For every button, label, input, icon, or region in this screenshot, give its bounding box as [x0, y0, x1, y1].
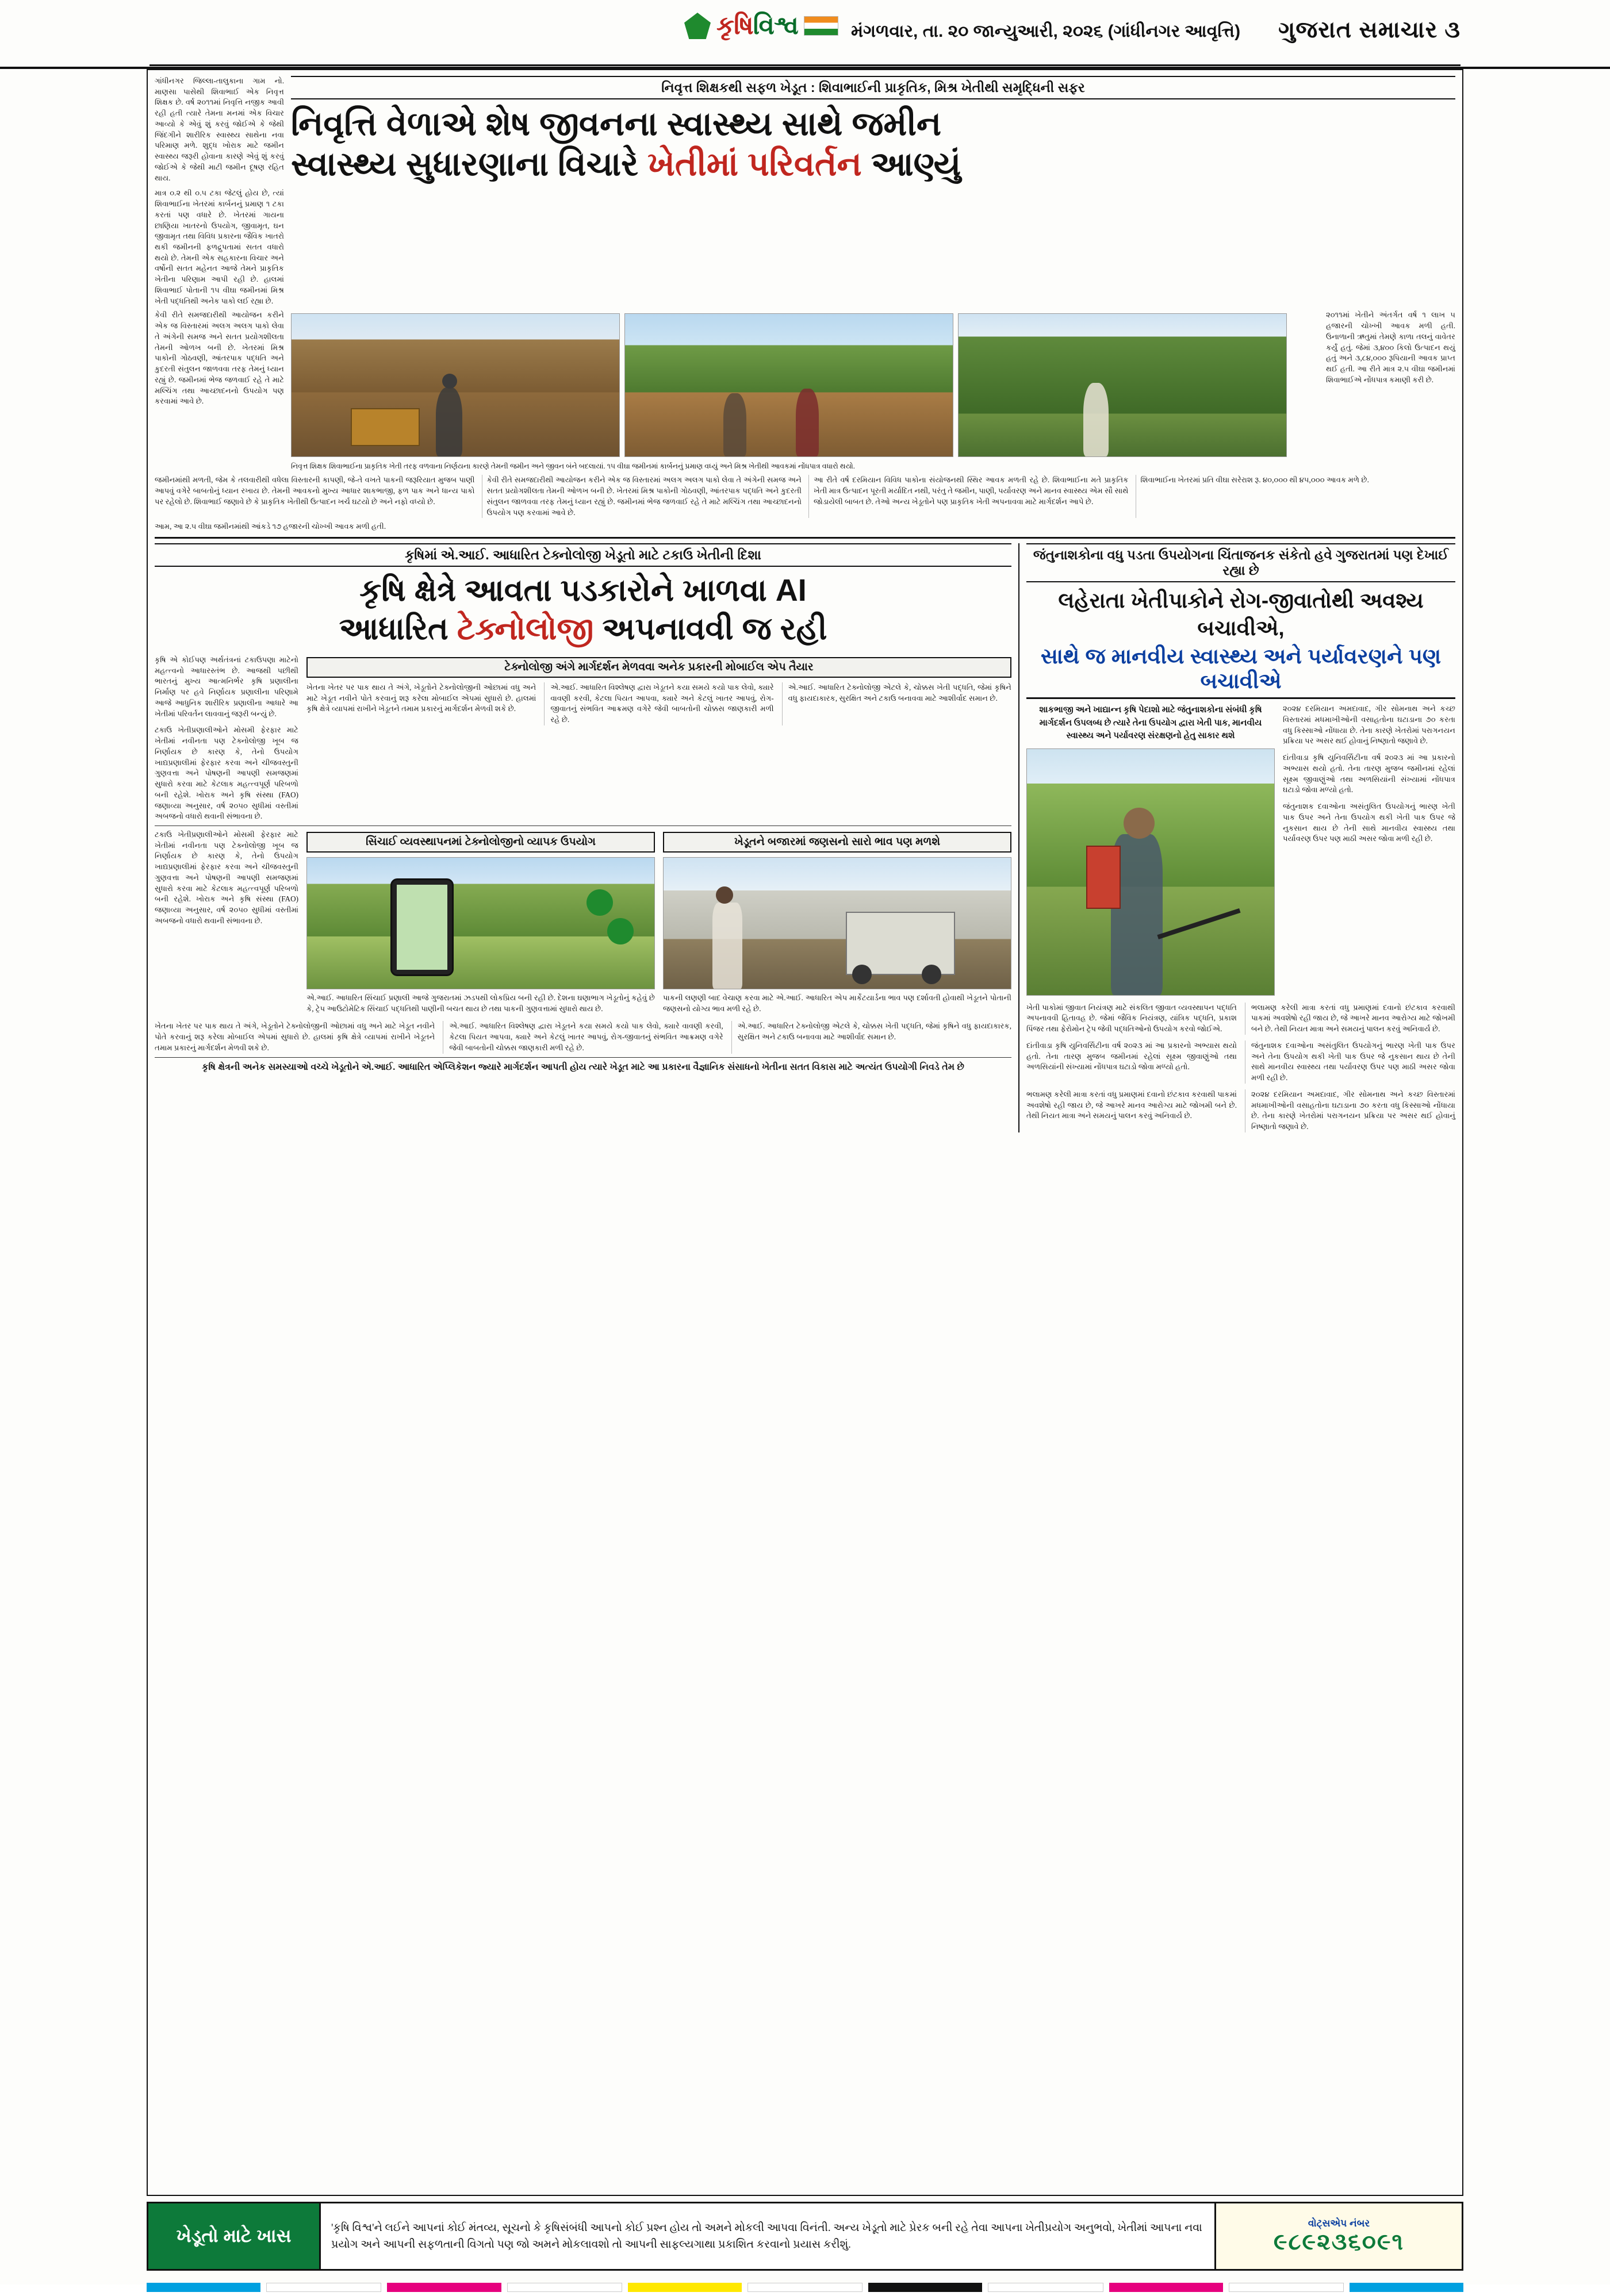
photo-farm-robot: [663, 857, 1011, 989]
cmyk-bar-white-5: [1229, 2283, 1344, 2292]
top-story-column-4: શિવાભાઈના ખેતરમાં પ્રતિ વીઘા સરેરાશ રૂ. ૪૦,૦૦૦ થી ૪૫,૦૦૦ આવક મળે છે.: [1136, 475, 1456, 518]
cmyk-bar-magenta-2: [1109, 2283, 1223, 2292]
sprayer-lance: [1157, 908, 1240, 939]
headline-part-c: આણ્યું: [861, 145, 961, 183]
ai-story-kicker: કૃષિમાં એ.આઈ. આધારિત ટેક્નોલોજી ખેડૂતો માટે ટકાઉ ખેતીની દિશા: [155, 543, 1011, 567]
cmyk-bar-white-3: [747, 2283, 862, 2292]
masthead: [0, 0, 1610, 69]
ai-box1-col-2: એ.આઈ. આધારિત વિશ્લેષણ દ્વારા ખેડૂતને કયા સમયે કયો પાક લેવો, ક્યારે વાવણી કરવી, કેટલા પિયત આપવા, ક્યારે અને કેટલું ખાતર આપવું, રોગ-જીવાતનું સંભવિત આક્રમણ વગેરે જેવી બાબતોની ચોક્કસ જાણકારી મળી રહે છે.: [544, 682, 773, 725]
pest-column-right: [1283, 704, 1455, 996]
cmyk-bar-cyan-2: [1350, 2283, 1463, 2292]
ai-headline-part-b: ટેક્નોલોજી: [457, 612, 594, 647]
footer-label: ખેડૂતો માટે ખાસ: [148, 2203, 321, 2269]
photo-tiller-in-field: [291, 313, 620, 457]
masthead-paper-name: ગુજરાત સમાચાર ૩: [1278, 17, 1460, 43]
top-story-headline-line1: નિવૃત્તિ વેળાએ શેષ જીવનના સ્વાસ્થ્ય સાથે જમીન: [291, 105, 942, 143]
cmyk-bar-yellow: [628, 2283, 742, 2292]
pest-col-7: જંતુનાશક દવાઓના અસંતુલિત ઉપયોગનું ભારણ ખેતી પાક ઉપર અને તેના ઉપયોગ થકી ખેતી પાક ઉપર જે નુકસાન થાય છે તેની સાથે માનવીય સ્વાસ્થ્ય તથા પર્યાવરણ ઉપર પણ માઠી અસર જોવા મળી રહી છે.: [1245, 1041, 1455, 1084]
top-story-columns: [155, 475, 1455, 518]
leaf-icon: [684, 13, 711, 39]
ai-subboxes: [306, 830, 1011, 1014]
masthead-date: મંગળવાર, તા. ૨૦ જાન્યુઆરી, ૨૦૨૬ (ગાંધીનગર આવૃત્તિ): [851, 22, 1241, 41]
ai-box1-col-3: એ.આઈ. આધારિત ટેક્નોલોજી એટલે કે, ચોક્કસ ખેતી પદ્ધતિ, જેમાં કૃષિને વધુ ફાયદાકારક, સુરક્ષિત અને ટકાઉ બનાવવા માટે આશીર્વાદ સમાન છે.: [782, 682, 1011, 725]
pest-col-9: ૨૦૨૪ દરમિયાન અમદાવાદ, ગીર સોમનાથ અને કચ્છ વિસ્તારમાં મધમાખીઓની વસાહતોના ઘટાડાના ૭૦ કરતા વધુ કિસ્સાઓ નોંધાયા છે. તેના કારણે ખેતરોમાં પરાગનયન પ્રક્રિયા પર અસર થઈ હોવાનું નિષ્ણાતો જણાવે છે.: [1245, 1089, 1455, 1132]
pest-col-5: ભલામણ કરેલી માત્રા કરતાં વધુ પ્રમાણમાં દવાનો છંટકાવ કરવાથી પાકમાં અવશેષો રહી જાય છે, જે આખરે માનવ આરોગ્ય માટે જોખમી બને છે. તેથી નિયત માત્રા અને સમયનું પાલન કરવું અનિવાર્ય છે.: [1245, 1003, 1455, 1035]
ai-box1-col-1: ખેતના ખેતર પર પાક થાય તે અંગે, ખેડૂતોને ટેક્નોલોજીની ઓછામાં વધુ અને માટે ખેડૂત નવીને પોતે કરવાનું શરૂ કરેલા મોબાઈલ એપમાં સુધારો છે. હાલમાં કૃષિ ક્ષેત્રે વ્યાપમાં રાખીને ખેડૂતને તમામ પ્રકારનું માર્ગદર્શન મેળવી શકે છે.: [306, 682, 536, 713]
ai-bottom-divider: [155, 1057, 1011, 1058]
ai-story-headline: [155, 571, 1011, 649]
print-registration-marks: [147, 2279, 1463, 2296]
person-with-machine-head: [716, 886, 733, 904]
publication-title-part1: કૃષિ: [716, 11, 753, 40]
top-story-col-right: ૨૦૧૧માં ખેતીને અંતર્ગત વર્ષ ૧ લાખ ૫ હજારની ચોખ્ખી આવક મળી હતી. ઉનાળાની ઋતુમાં તેમણે કાળા તલનું વાવેતર કર્યું હતું. જેમાં ૩,૪૦૦ કિલો ઉત્પાદન થયું હતું અને ૩,૮૪,૦૦૦ રૂપિયાની આવક પ્રાપ્ત થઈ હતી. આ રીતે માત્ર ૨.૫ વીઘા જમીનમાં શિવાભાઈએ નોંધપાત્ર કમાણી કરી છે.: [1326, 310, 1455, 384]
smartphone-graphic: [390, 878, 454, 976]
ai-bottom-col-1: ખેતના ખેતર પર પાક થાય તે અંગે, ખેડૂતોને ટેક્નોલોજીની ઓછામાં વધુ અને માટે ખેડૂત નવીને પોતે કરવાનું શરૂ કરેલા મોબાઈલ એપમાં સુધારો છે. હાલમાં કૃષિ ક્ષેત્રે વ્યાપમાં રાખીને ખેડૂતને તમામ પ્રકારનું માર્ગદર્શન મેળવી શકે છે.: [155, 1022, 435, 1052]
top-story-headline-line2: [291, 144, 1455, 185]
ai-headline-part-c: અપનાવવી જ રહી: [593, 612, 827, 647]
app-icon-2: [607, 918, 634, 944]
headline-part-a: સ્વાસ્થ્ય સુધારણાના વિચારે: [291, 145, 648, 183]
cmyk-bars: [147, 2283, 1463, 2292]
ai-story: [155, 543, 1011, 1132]
top-story-dateline-cont: માત્ર ૦.૨ થી ૦.૫ ટકા જેટલું હોય છે, ત્યાં શિવાભાઈના ખેતરમાં કાર્બનનું પ્રમાણ ૧ ટકા કરતાં પણ વધારે છે. ખેતરમાં ગાયના છાણિયા ખાતરનો ઉપયોગ, જીવામૃત, ઘન જીવામૃત તથા વિવિધ પ્રકારના જૈવિક ખાતરો થકી જમીનની ફળદ્રુપતામાં સતત વધારો થયો છે. તેમની એક સહકારના વિચાર અને વર્ષોની સતત મહેનત આજે તેમને પ્રાકૃતિક ખેતીના પરિણામ આપી રહી છે. હાલમાં શિવાભાઈ પોતાની ૧૫ વીઘા જમીનમાં મિશ્ર ખેતી પદ્ધતિથી અનેક પાકો લઈ રહ્યા છે.: [155, 189, 284, 305]
footer-text: 'કૃષિ વિશ્વ'ને લઈને આપનાં કોઈ મંતવ્ય, સૂચનો કે કૃષિસંબંધી આપનો કોઈ પ્રશ્ન હોય તો અમને મોકલી આપવા વિનંતી. અન્ય ખેડૂતો માટે પ્રેરક બની રહે તેવા આપના ખેતીપ્રયોગ અનુભવો, ખેતીમાં આપના નવા પ્રયોગ અને આપની સફળતાની વિગતો પણ જો અમને મોકલાવશો તો આપની સાફલ્યગાથા પ્રકાશિત કરવાનો પ્રયાસ કરીશું.: [331, 2221, 1202, 2251]
pest-story: [1018, 543, 1455, 1132]
pest-standfirst-block: [1026, 704, 1275, 996]
cmyk-bar-cyan: [147, 2283, 260, 2292]
photo-crop-inspection: [958, 313, 1287, 457]
phone-screen: [397, 885, 447, 970]
top-story-headline: [291, 104, 1455, 184]
ai-box1-heading: ટેક્નોલોજી અંગે માર્ગદર્શન મેળવવા અનેક પ્રકારની મોબાઈલ એપ તૈયાર: [306, 657, 1011, 678]
ai-headline-line1: કૃષિ ક્ષેત્રે આવતા પડકારોને ખાળવા AI: [359, 573, 807, 608]
headline-part-b: ખેતીમાં પરિવર્તન: [647, 145, 862, 183]
publication-title-part2: વિશ્વ: [753, 11, 798, 40]
top-story-photo-strip: [291, 313, 1319, 457]
top-story-main: [291, 76, 1455, 306]
cmyk-bar-black: [868, 2283, 982, 2292]
top-story-kicker: નિવૃત્ત શિક્ષકથી સફળ ખેડૂત : શિવાભાઈની પ્રાકૃતિક, મિશ્ર ખેતીથી સમૃદ્ધિની સફર: [291, 76, 1455, 99]
person-3: [1083, 383, 1109, 456]
robot-wheel-2: [852, 965, 872, 984]
top-story-photos-block: [291, 310, 1319, 471]
masthead-rule: [150, 64, 1460, 66]
farmer-head: [442, 374, 457, 389]
cmyk-bar-white-2: [507, 2283, 622, 2292]
person-1: [723, 393, 746, 456]
publication-logo: [684, 11, 838, 40]
pest-headline-line1: લહેરાતા ખેતીપાકોને રોગ-જીવાતોથી અવશ્ય બચાવીએ,: [1058, 588, 1424, 640]
pest-extra-columns: [1026, 1041, 1455, 1084]
person-2: [796, 389, 819, 456]
reader-contact-footer: [147, 2202, 1463, 2271]
ai-lead-text-1: કૃષિ એ કોઈપણ અર્થતંત્રનાં ટકાઉપણા માટેનો મહત્ત્વનો આધારસ્તંભ છે. આજથી પછીથી ભારતનું મુખ્ય આત્મનિર્ભર કૃષિ પ્રણાલીના નિર્માણ પર હવે નિર્ણાયક પ્રણાલીના પરિણામે આજે આધુનિક શારીરિક પ્રણાલીના આધારે આ ખેતીમાં પરિવર્તન લાવવાનું જરૂરી બન્યું છે.: [155, 655, 298, 718]
flag-icon: [804, 16, 838, 36]
sprayer-person-head: [1124, 808, 1155, 839]
page-frame: [147, 69, 1463, 2196]
lower-section: [155, 543, 1455, 1132]
ai-subbox-irrigation: [306, 830, 655, 1014]
footer-whatsapp[interactable]: [1214, 2203, 1462, 2269]
pest-standfirst: શાકભાજી અને ખાદ્યાન્ન કૃષિ પેદાશો માટે જંતુનાશકોના સંબંધી કૃષિ માર્ગદર્શન ઉપલબ્ધ છે ત્યારે તેના ઉપયોગ દ્વારા ખેતી પાક, માનવીય સ્વાસ્થ્ય અને પર્યાવરણ સંરક્ષણનો હેતુ સાકાર થશે: [1039, 705, 1262, 741]
robot-wheel-1: [922, 965, 941, 984]
top-story-dateline: ગાંધીનગર જિલ્લા-તાલુકાના ગામ નો. માણસા પાસેથી શિવાભાઈ એક નિવૃત્ત શિક્ષક છે. વર્ષ ૨૦૧૧માં નિવૃત્તિ નજીક આવી રહી હતી ત્યારે તેમના મનમાં એક વિચાર આવ્યો કે એવું શું કરવું જોઈએ કે જેથી જિંદગીને શારીરિક સ્વાસ્થ્ય સાથેના નવા પરિમાણ મળે. શુદ્ધ ખોરાક માટે જમીન સ્વાસ્થ્ય જરૂરી હોવાના કારણે એવું શું કરવું જોઈએ કે જેથી માટી જમીન દૂષણ રહિત થાય.: [155, 76, 284, 182]
ai-box3-heading: ખેડૂતને બજારમાં જણસનો સારો ભાવ પણ મળશે: [663, 832, 1011, 853]
publication-title: [716, 11, 798, 40]
person-with-machine: [712, 903, 742, 989]
pest-story-headline: [1026, 587, 1455, 642]
cmyk-bar-white-4: [988, 2283, 1103, 2292]
top-story: [155, 76, 1455, 532]
ai-subbox-market: [663, 830, 1011, 1014]
top-story-column-2: કેવી રીતે સમજદારીથી આયોજન કરીને એક જ વિસ્તારમાં અલગ અલગ પાકો લેવા તે અંગેની સમજ અને સતત પ્રયોગશીલતા તેમની ઓળખ બની છે. ખેતરમાં મિશ્ર પાકોની ગોઠવણી, આંતરપાક પદ્ધતિ અને કુદરતી સંતુલન જાળવવા તરફ તેમનું ધ્યાન રહ્યું છે. જમીનમાં ભેજ જળવાઈ રહે તે માટે મલ્ચિંગ તથા આચ્છાદનનો ઉપયોગ પણ કરવામાં આવે છે.: [482, 475, 802, 518]
top-story-column-1: જમીનમાંથી મળતી, જેમ કે તલવારીથી વધેલા વિસ્તારની કાપણી, જે-તે વખતે પાકની જરૂરિયાત મુજબ પાણી આપવું વગેરે બાબતોનું ધ્યાન રખાય છે. તેમની આવકનો મુખ્ય આધાર શાકભાજી, ફળ પાક અને ધાન્ય પાકો પર રહેલો છે. શિવાભાઈ જણાવે છે કે પ્રાકૃતિક ખેતીથી ઉત્પાદન ખર્ચ ઘટયો છે અને નફો વધ્યો છે.: [155, 475, 475, 506]
pest-story-kicker: જંતુનાશકોના વધુ પડતા ઉપયોગના ચિંતાજનક સંકેતો હવે ગુજરાતમાં પણ દેખાઈ રહ્યા છે: [1026, 543, 1455, 582]
top-story-tail: આમ, આ ૨.૫ વીઘા જમીનમાંથી આંકડે ૧૭ હજારની ચોખ્ખી આવક મળી હતી.: [155, 522, 386, 531]
pest-col-2: દાંતીવાડા કૃષિ યુનિવર્સિટીના વર્ષ ૨૦૨૩ માં આ પ્રકારનો અભ્યાસ થયો હતો. તેના તારણ મુજબ જમીનમાં રહેલાં સૂક્ષ્મ જીવાણુંઓ તથા અળસિયાંની સંખ્યામાં નોંધપાત્ર ઘટાડો જોવા મળ્યો હતો.: [1283, 753, 1455, 794]
whatsapp-number: ૯૮૯૨૩૬૦૯૧: [1273, 2229, 1405, 2255]
photo-farmers-standing: [624, 313, 953, 457]
photo-pesticide-sprayer: [1026, 748, 1275, 996]
pest-story-subheadline: સાથે જ માનવીય સ્વાસ્થ્ય અને પર્યાવરણને પણ બચાવીએ: [1026, 644, 1455, 699]
pest-col-1: ૨૦૨૪ દરમિયાન અમદાવાદ, ગીર સોમનાથ અને કચ્છ વિસ્તારમાં મધમાખીઓની વસાહતોના ઘટાડાના ૭૦ કરતા વધુ કિસ્સાઓ નોંધાયા છે. તેના કારણે ખેતરોમાં પરાગનયન પ્રક્રિયા પર અસર થઈ હોવાનું નિષ્ણાતો જણાવે છે.: [1283, 704, 1455, 746]
pest-col-3: જંતુનાશક દવાઓના અસંતુલિત ઉપયોગનું ભારણ ખેતી પાક ઉપર અને તેના ઉપયોગ થકી ખેતી પાક ઉપર જે નુકસાન થાય છે તેની સાથે માનવીય સ્વાસ્થ્ય તથા પર્યાવરણ ઉપર પણ માઠી અસર જોવા મળી રહી છે.: [1283, 802, 1455, 843]
ai-closing-line: કૃષિ ક્ષેત્રની અનેક સમસ્યાઓ વચ્ચે ખેડૂતોને એ.આઈ. આધારિત એપ્લિકેશન જ્યારે માર્ગદર્શન આપતી હોય ત્યારે ખેડૂત માટે આ પ્રકારના વૈજ્ઞાનિક સંસાધનો ખેતીના સતત વિકાસ માટે અત્યંત ઉપયોગી નિવડે તેમ છે: [202, 1062, 964, 1072]
pest-bottom-columns: [1026, 1003, 1455, 1035]
farmer-silhouette: [436, 387, 462, 456]
power-tiller: [351, 408, 420, 446]
photo-mobile-irrigation-app: [306, 857, 655, 989]
pest-col-8: ભલામણ કરેલી માત્રા કરતાં વધુ પ્રમાણમાં દવાનો છંટકાવ કરવાથી પાકમાં અવશેષો રહી જાય છે, જે આખરે માનવ આરોગ્ય માટે જોખમી બને છે. તેથી નિયત માત્રા અને સમયનું પાલન કરવું અનિવાર્ય છે.: [1026, 1089, 1237, 1120]
pest-col-4: ખેતી પાકોમાં જીવાત નિયંત્રણ માટે સંકલિત જીવાત વ્યવસ્થાપન પદ્ધતિ અપનાવવી હિતાવહ છે. જેમાં જૈવિક નિયંત્રણ, યાંત્રિક પદ્ધતિ, પ્રકાશ પિંજર તથા ફેરોમોન ટ્રેપ જેવી પદ્ધતિઓનો ઉપયોગ કરવો જોઈએ.: [1026, 1003, 1237, 1034]
ai-bottom-columns: [155, 1021, 1011, 1053]
ai-box2-text: એ.આઈ. આધારિત સિંચાઈ પ્રણાલી આજે ગુજરાતમાં ઝડપથી લોકપ્રિય બની રહી છે. દેશના ઘણાભાગ ખેડૂતોનું કહેવું છે કે, ટ્રેપ આઉટોમેટિક સિંચાઈ પદ્ધતિથી પાણીની બચત થાય છે તથા પાકની ગુણવત્તામાં સુધારો થાય છે.: [306, 993, 655, 1013]
ai-box3-text: પાકની લણણી બાદ વેચાણ કરવા માટે એ.આઈ. આધારિત એપ માર્કેટયાર્ડના ભાવ પણ દર્શાવતી હોવાથી ખેડૂતને પોતાની જણસનો યોગ્ય ભાવ મળી રહે છે.: [663, 993, 1011, 1013]
ai-subbox-grid: [306, 830, 1011, 1014]
pest-col-6: દાંતીવાડા કૃષિ યુનિવર્સિટીના વર્ષ ૨૦૨૩ માં આ પ્રકારનો અભ્યાસ થયો હતો. તેના તારણ મુજબ જમીનમાં રહેલાં સૂક્ષ્મ જીવાણુંઓ તથા અળસિયાંની સંખ્યામાં નોંધપાત્ર ઘટાડો જોવા મળ્યો હતો.: [1026, 1041, 1237, 1072]
ai-lead-text-2: ટકાઉ ખેતીપ્રણાલીઓને મોસમી ફેરફાર માટે ખેતીમાં નવીનતા પણ ટેક્નોલોજી ખૂબ જ નિર્ણાયક છે કારણ કે, તેનો ઉપયોગ ખાદ્યપ્રણાલીમાં ફેરફાર કરવા અને ચીજવસ્તુની ગુણવત્તા અને પોષણની આપણી સમજણમાં સુધારો કરવા માટે કેટલાક મહત્ત્વપૂર્ણ પરિબળો બની રહેશે. ખોરાક અને કૃષિ સંસ્થા (FAO) જણાવ્યા અનુસાર, વર્ષ ૨૦૫૦ સુધીમાં વસ્તીમાં અબજનો વધારો થવાની સંભાવના છે.: [155, 725, 298, 821]
cmyk-bar-white-1: [266, 2283, 381, 2292]
ai-lead-column: [155, 655, 298, 822]
ai-bottom-col-3: એ.આઈ. આધારિત ટેક્નોલોજી એટલે કે, ચોક્કસ ખેતી પદ્ધતિ, જેમાં કૃષિને વધુ ફાયદાકારક, સુરક્ષિત અને ટકાઉ બનાવવા માટે આશીર્વાદ સમાન છે.: [731, 1021, 1011, 1053]
top-story-photo-caption: નિવૃત્ત શિક્ષક શિવાભાઈના પ્રાકૃતિક ખેતી તરફ વળવાના નિર્ણયના કારણે તેમની જમીન અને જીવન બંને બદલાયાં. ૧૫ વીઘા જમીનમાં કાર્બનનું પ્રમાણ વધ્યું અને મિશ્ર ખેતીથી આવકમાં નોંધપાત્ર વધારો થયો.: [291, 462, 855, 471]
section-divider-1: [155, 537, 1455, 539]
sprayer-tank: [1086, 846, 1121, 909]
ai-headline-part-a: આધારિત: [339, 612, 457, 647]
ai-headline-line2: [155, 610, 1011, 649]
top-story-col-left: કેવી રીતે સમજદારીથી આયોજન કરીને એક જ વિસ્તારમાં અલગ અલગ પાકો લેવા તે અંગેની સમજ અને સતત પ્રયોગશીલતા તેમની ઓળખ બની છે. ખેતરમાં મિશ્ર પાકોની ગોઠવણી, આંતરપાક પદ્ધતિ અને કુદરતી સંતુલન જાળવવા તરફ તેમનું ધ્યાન રહ્યું છે. જમીનમાં ભેજ જળવાઈ રહે તે માટે મલ્ચિંગ તથા આચ્છાદનનો ઉપયોગ પણ કરવામાં આવે છે.: [155, 310, 284, 406]
ai-left-continued: ટકાઉ ખેતીપ્રણાલીઓને મોસમી ફેરફાર માટે ખેતીમાં નવીનતા પણ ટેક્નોલોજી ખૂબ જ નિર્ણાયક છે કારણ કે, તેનો ઉપયોગ ખાદ્યપ્રણાલીમાં ફેરફાર કરવા અને ચીજવસ્તુની ગુણવત્તા અને પોષણની આપણી સમજણમાં સુધારો કરવા માટે કેટલાક મહત્ત્વપૂર્ણ પરિબળો બની રહેશે. ખોરાક અને કૃષિ સંસ્થા (FAO) જણાવ્યા અનુસાર, વર્ષ ૨૦૫૦ સુધીમાં વસ્તીમાં અબજનો વધારો થવાની સંભાવના છે.: [155, 830, 298, 925]
top-story-column-3: આ રીતે વર્ષ દરમિયાન વિવિધ પાકોના સંયોજનથી સ્થિર આવક મળતી રહે છે. શિવાભાઈના મતે પ્રાકૃતિક ખેતી માત્ર ઉત્પાદન પૂરતી મર્યાદિત નથી, પરંતુ તે જમીન, પાણી, પર્યાવરણ અને માનવ સ્વાસ્થ્ય એમ સૌ સાથે જોડાયેલી બાબત છે. તેઓ અન્ય ખેડૂતોને પણ પ્રાકૃતિક ખેતી અપનાવવા માટે માર્ગદર્શન આપે છે.: [808, 475, 1129, 518]
pest-extra-columns-2: [1026, 1089, 1455, 1132]
cmyk-bar-magenta: [387, 2283, 501, 2292]
ai-box2-heading: સિંચાઈ વ્યવસ્થાપનમાં ટેક્નોલોજીનો વ્યાપક ઉપયોગ: [306, 832, 655, 853]
ai-boxed-section: [306, 655, 1011, 822]
app-icon-1: [586, 889, 613, 916]
ai-box1-columns: [306, 682, 1011, 725]
top-story-dateline-column: [155, 76, 284, 306]
whatsapp-label: વોટ્સએપ નંબર: [1308, 2217, 1370, 2229]
ai-bottom-col-2: એ.આઈ. આધારિત વિશ્લેષણ દ્વારા ખેડૂતને કયા સમયે કયો પાક લેવો, ક્યારે વાવણી કરવી, કેટલા પિયત આપવા, ક્યારે અને કેટલું ખાતર આપવું, રોગ-જીવાતનું સંભવિત આક્રમણ વગેરે જેવી બાબતોની ચોક્કસ જાણકારી મળી રહે છે.: [443, 1021, 723, 1053]
